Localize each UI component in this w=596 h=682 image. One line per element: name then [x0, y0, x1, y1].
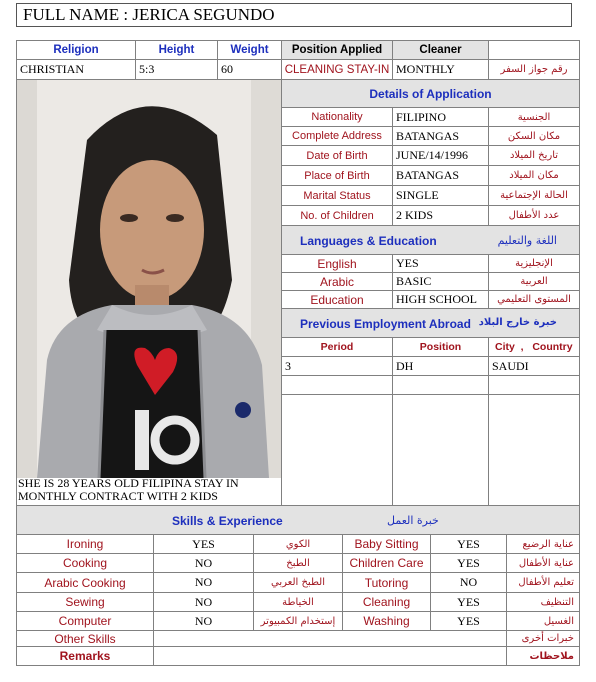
employment-empty-row [281, 375, 393, 395]
other-skills-label-ar: خبرات أخرى [506, 630, 580, 647]
skill-label-ar: الخياطة [253, 592, 343, 612]
photo-frame [16, 79, 282, 506]
languages-title: Languages & Education [300, 234, 437, 248]
skill-label: Computer [16, 611, 154, 631]
employment-empty-row [488, 375, 580, 395]
employment-period: 3 [281, 356, 393, 376]
skill-value: YES [430, 553, 507, 573]
height-header: Height [135, 40, 218, 60]
weight-header: Weight [217, 40, 282, 60]
height-value: 5:3 [135, 59, 218, 80]
skill-label-ar: تعليم الأطفال [506, 572, 580, 593]
language-value: HIGH SCHOOL [392, 290, 489, 309]
skill-label-ar: الغسيل [506, 611, 580, 631]
skill-value: NO [430, 572, 507, 593]
language-label-ar: الإنجليزية [488, 254, 580, 273]
detail-value: BATANGAS [392, 165, 489, 186]
details-title: Details of Application [281, 79, 580, 108]
employment-period-header: Period [281, 337, 393, 357]
detail-label-ar: مكان الميلاد [488, 165, 580, 186]
skills-title-ar: خبرة العمل [387, 514, 439, 527]
skill-value: YES [430, 611, 507, 631]
skill-label: Tutoring [342, 572, 431, 593]
employment-position-header: Position [392, 337, 489, 357]
language-label: Arabic [281, 272, 393, 291]
detail-label-ar: عدد الأطفال [488, 205, 580, 226]
contract-value: MONTHLY [392, 59, 489, 80]
other-skills-label: Other Skills [16, 630, 154, 647]
employment-title-row [281, 308, 580, 338]
detail-label-ar: الحالة الإجتماعية [488, 185, 580, 206]
skill-value: YES [430, 592, 507, 612]
skill-label: Cooking [16, 553, 154, 573]
detail-value: SINGLE [392, 185, 489, 206]
skill-value: NO [153, 572, 254, 593]
employment-position: DH [392, 356, 489, 376]
skill-value: NO [153, 592, 254, 612]
detail-label-ar: مكان السكن [488, 126, 580, 146]
skill-label: Washing [342, 611, 431, 631]
religion-value: CHRISTIAN [16, 59, 136, 80]
language-label-ar: العربية [488, 272, 580, 291]
skill-label-ar: الطبخ [253, 553, 343, 573]
languages-title-row [281, 225, 580, 255]
weight-value: 60 [217, 59, 282, 80]
skill-label: Children Care [342, 553, 431, 573]
detail-value: JUNE/14/1996 [392, 145, 489, 166]
skill-label-ar: عناية الأطفال [506, 553, 580, 573]
position-value: CLEANING STAY-IN [281, 59, 393, 80]
detail-label: Nationality [281, 107, 393, 127]
detail-label: Marital Status [281, 185, 393, 206]
employment-country: SAUDI [488, 356, 580, 376]
other-skills-value [153, 630, 507, 647]
employment-empty-block [392, 394, 489, 506]
remarks-value [153, 646, 507, 666]
religion-header: Religion [16, 40, 136, 60]
language-label-ar: المستوى التعليمي [488, 290, 580, 309]
language-label: Education [281, 290, 393, 309]
detail-label-ar: الجنسية [488, 107, 580, 127]
employment-title: Previous Employment Abroad [300, 317, 471, 331]
passport-label-ar: رقم جواز السفر [488, 59, 580, 80]
full-name-box [16, 3, 572, 27]
employment-country-header: City , Country [488, 337, 580, 357]
skill-value: NO [153, 553, 254, 573]
language-label: English [281, 254, 393, 273]
employment-empty-row [392, 375, 489, 395]
blank-header [488, 40, 580, 60]
photo-caption: SHE IS 28 YEARS OLD FILIPINA STAY IN MONTHLY CONTRACT WITH 2 KIDS [18, 476, 239, 503]
skills-title: Skills & Experience [172, 514, 283, 528]
skill-value: YES [153, 534, 254, 554]
skill-value: YES [430, 534, 507, 554]
skill-label-ar: الطبخ العربي [253, 572, 343, 593]
skills-title-row [16, 505, 580, 535]
cleaner-header: Cleaner [392, 40, 489, 60]
skill-label: Ironing [16, 534, 154, 554]
detail-label: Date of Birth [281, 145, 393, 166]
detail-value: FILIPINO [392, 107, 489, 127]
detail-label-ar: تاريخ الميلاد [488, 145, 580, 166]
remarks-label: Remarks [16, 646, 154, 666]
detail-value: 2 KIDS [392, 205, 489, 226]
language-value: YES [392, 254, 489, 273]
skill-label: Baby Sitting [342, 534, 431, 554]
skill-label-ar: عناية الرضيع [506, 534, 580, 554]
skill-label-ar: التنظيف [506, 592, 580, 612]
skill-label-ar: الكوي [253, 534, 343, 554]
detail-value: BATANGAS [392, 126, 489, 146]
skill-label: Arabic Cooking [16, 572, 154, 593]
skill-value: NO [153, 611, 254, 631]
remarks-label-ar: ملاحظات [506, 646, 580, 666]
language-value: BASIC [392, 272, 489, 291]
employment-empty-block [281, 394, 393, 506]
detail-label: Complete Address [281, 126, 393, 146]
detail-label: Place of Birth [281, 165, 393, 186]
employment-title-ar: خبرة خارج البلاد [478, 317, 557, 328]
skill-label-ar: إستخدام الكمبيوتر [253, 611, 343, 631]
languages-title-ar: اللغة والتعليم [497, 234, 557, 247]
detail-label: No. of Children [281, 205, 393, 226]
employment-empty-block [488, 394, 580, 506]
position-applied-header: Position Applied [281, 40, 393, 60]
applicant-photo [17, 80, 281, 478]
skill-label: Sewing [16, 592, 154, 612]
full-name: FULL NAME : JERICA SEGUNDO [23, 5, 275, 24]
skill-label: Cleaning [342, 592, 431, 612]
